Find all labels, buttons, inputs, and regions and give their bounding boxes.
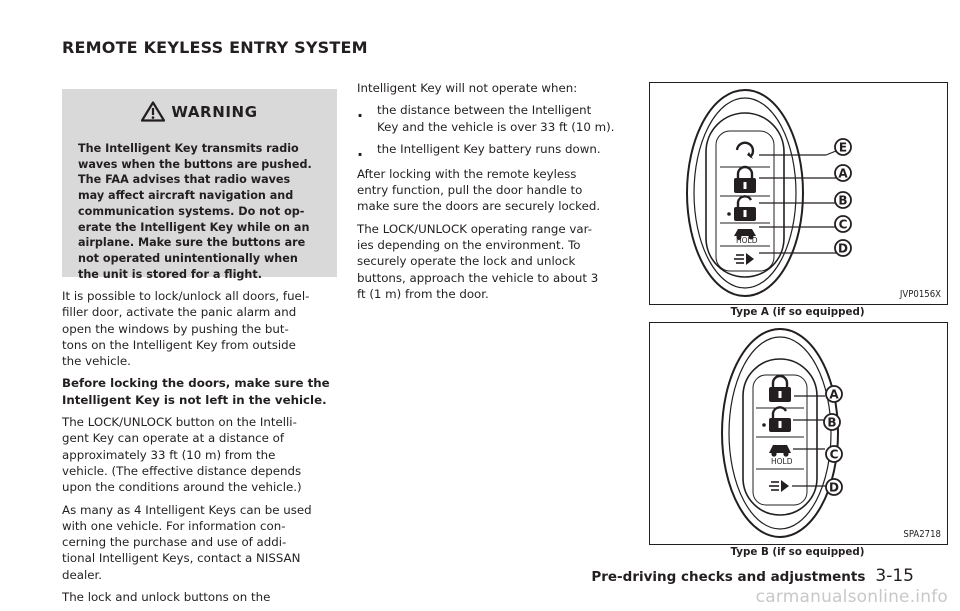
key-fob-illustration-type-b [650,323,947,544]
page-number: 3-15 [875,566,914,586]
paragraph-lock-unlock-features: It is possible to lock/unlock all doors, fuel- filler door, activate the panic alarm and open the windows by pushing the but- tons on the Intelligent Key from outside the vehicle. [62,289,310,369]
page-footer [591,566,914,586]
bullet-marker: . [357,102,364,122]
key-fob-illustration-type-a [650,83,947,304]
middle-column [357,80,631,302]
warning-triangle-icon [141,101,165,122]
figure-type-b [649,322,948,545]
bullet-text: the Intelligent Key battery runs down. [377,141,601,156]
callout-label: E [838,140,848,155]
figure-caption: Type A (if so equipped) [730,306,865,318]
watermark: carmanualsonline.info [755,587,948,607]
callout-label: C [829,447,839,462]
paragraph-operating-range: The LOCK/UNLOCK operating range var- ies depending on the environment. To securely operate the lock and unlock buttons, approach the vehicle to about 3 ft (1 m) from the door. [357,221,599,301]
callout-label: D [838,241,848,256]
figure-caption: Type B (if so equipped) [730,546,865,558]
list-item [357,141,631,160]
bullet-text: the distance between the Intelligent Key and the vehicle is over 33 ft (10 m). [377,103,615,134]
paragraph-after-locking: After locking with the remote keyless entry function, pull the door handle to make sure the doors are securely locked. [357,166,601,214]
figure-type-a [649,82,948,305]
warning-title: WARNING [171,102,258,121]
paragraph-operating-distance: The LOCK/UNLOCK button on the Intelli- gent Key can operate at a distance of approximately 33 ft (10 m) from the vehicle. (The effective distance depends upon the conditions around the vehicle.) [62,415,302,495]
list-item [357,102,631,135]
hold-label: HOLD [771,457,793,466]
page-title: REMOTE KEYLESS ENTRY SYSTEM [62,38,368,57]
bullet-marker: . [357,140,364,160]
figure-code: SPA2718 [903,529,941,540]
paragraph-not-operate-intro: Intelligent Key will not operate when: [357,81,578,95]
callout-label: D [829,480,839,495]
paragraph-key-in-vehicle-note: Before locking the doors, make sure the Intelligent Key is not left in the vehicle. [62,376,330,407]
callout-label: A [838,166,848,181]
left-column [62,288,339,605]
paragraph-max-keys: As many as 4 Intelligent Keys can be used with one vehicle. For information con- cerning the purchase and use of addi- tional Intelligent Keys, contact a NISSAN dealer. [62,502,312,582]
callout-label: B [838,193,848,208]
bullet-list [357,102,631,160]
warning-header [62,101,337,122]
callout-label: A [829,387,839,402]
paragraph-lock-unlock-buttons: The lock and unlock buttons on the [62,590,271,605]
hold-label: HOLD [736,236,758,245]
callout-label: B [827,415,837,430]
callout-label: C [838,217,848,232]
warning-text: The Intelligent Key transmits radio waves when the buttons are pushed. The FAA advises that radio waves may affect aircraft navigation and communication systems. Do not op- erate the Intelligent Key while on an airplane. Make sure the buttons are not operated unintentionally when the unit is stored for a flight. [78,142,312,281]
figure-code: JVP0156X [899,289,941,300]
warning-box [62,89,337,281]
footer-section-title: Pre-driving checks and adjustments [591,569,866,585]
